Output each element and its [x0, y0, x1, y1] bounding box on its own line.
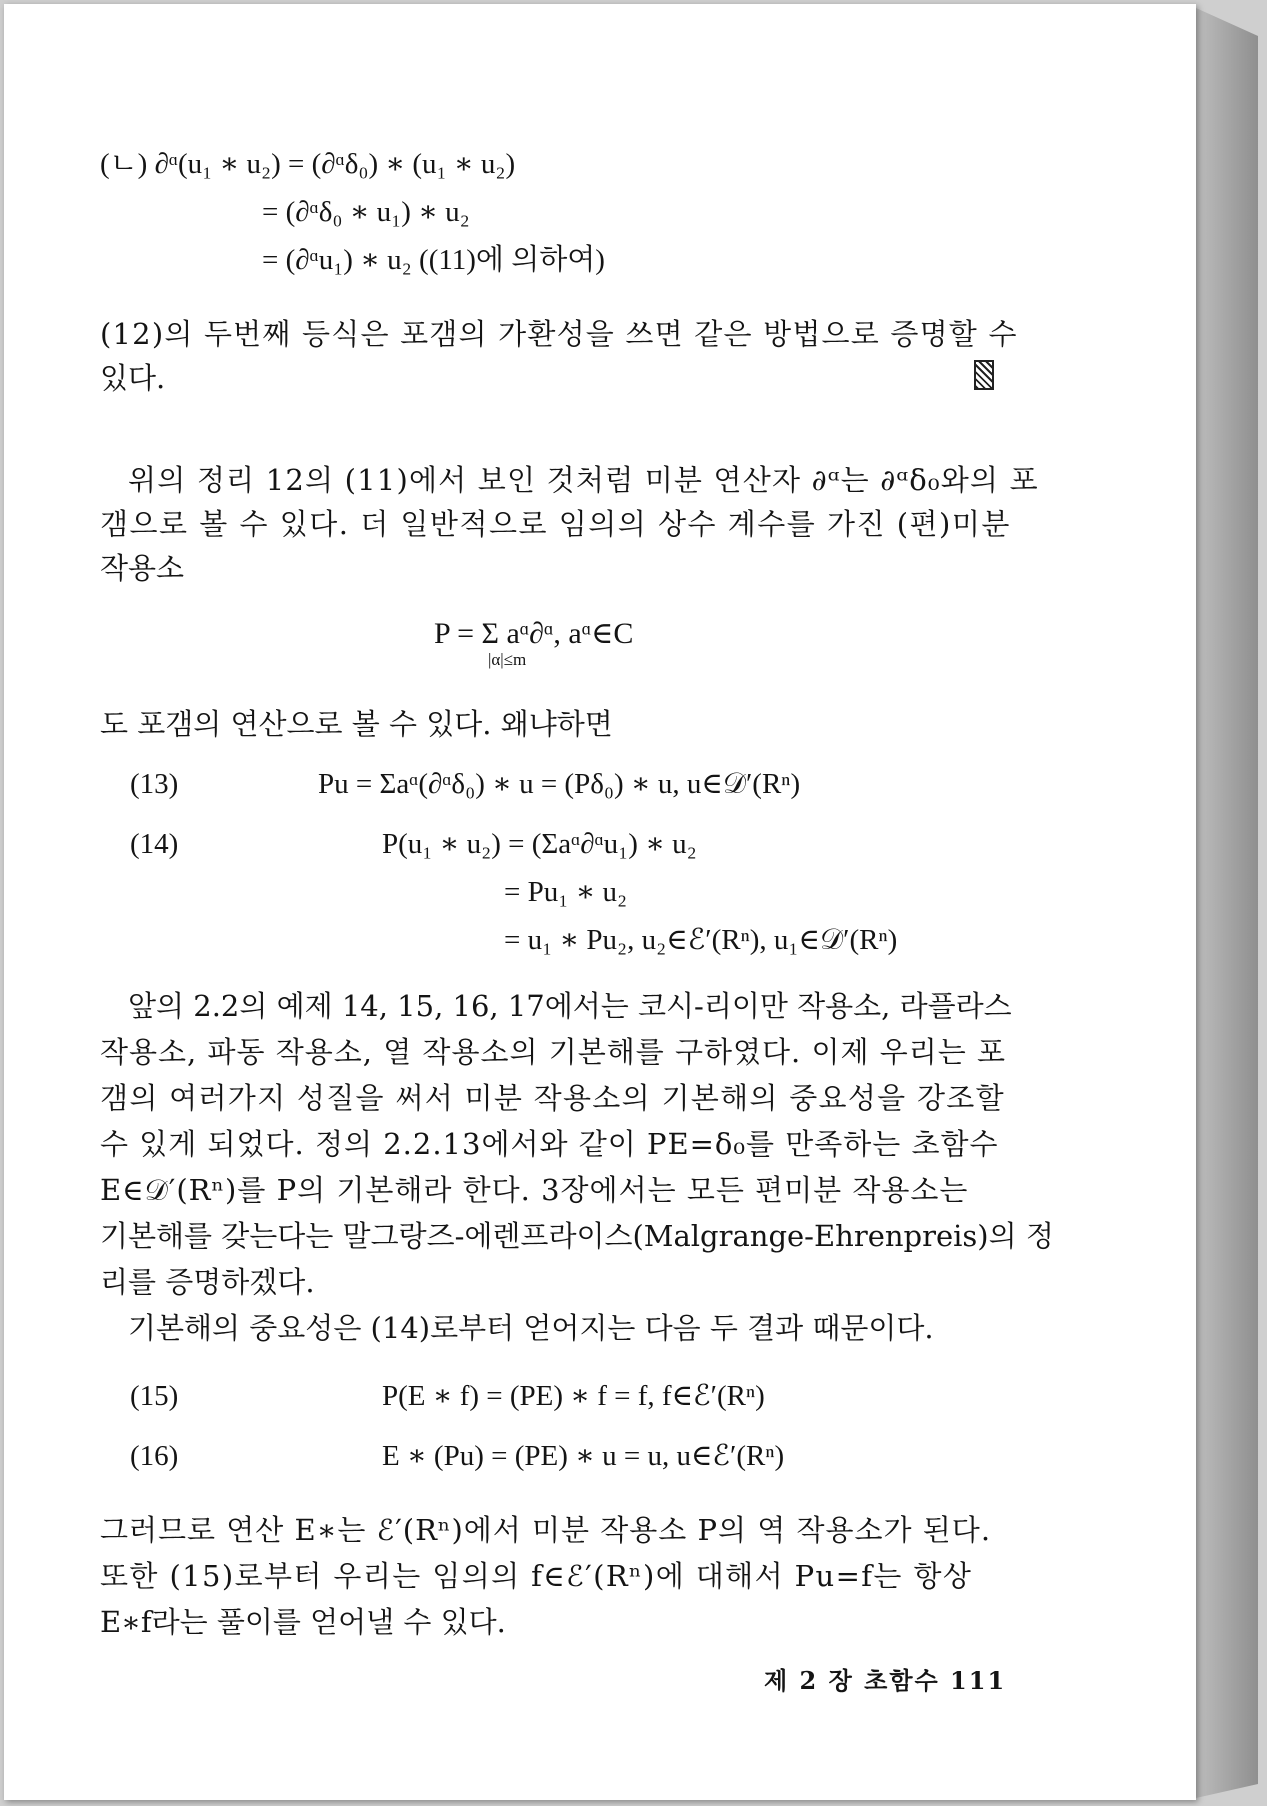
- equation-line-2: = (∂ᵅδ₀ ∗ u₁) ∗ u₂: [262, 196, 470, 228]
- qed-mark-icon: [974, 360, 994, 390]
- equation-14b: = Pu₁ ∗ u₂: [504, 876, 628, 908]
- equation-14c: = u₁ ∗ Pu₂, u₂∈ℰ′(Rⁿ), u₁∈𝒟′(Rⁿ): [504, 924, 898, 956]
- paragraph-line: (12)의 두번째 등식은 포갬의 가환성을 쓰면 같은 방법으로 증명할 수: [100, 317, 1018, 351]
- paragraph-line: 도 포갬의 연산으로 볼 수 있다. 왜냐하면: [100, 707, 613, 741]
- paragraph-line: 갬의 여러가지 성질을 써서 미분 작용소의 기본해의 중요성을 강조할: [100, 1081, 1005, 1115]
- book-page: [4, 4, 1196, 1800]
- equation-number-13: (13): [130, 768, 179, 800]
- equation-number-15: (15): [130, 1380, 179, 1412]
- summation-subscript: |α|≤m: [488, 650, 527, 669]
- page-edge-shadow: [1196, 8, 1258, 1798]
- equation-16: E ∗ (Pu) = (PE) ∗ u = u, u∈ℰ′(Rⁿ): [382, 1440, 785, 1472]
- paragraph-line: 리를 증명하겠다.: [100, 1265, 315, 1299]
- equation-13: Pu = Σaᵅ(∂ᵅδ₀) ∗ u = (Pδ₀) ∗ u, u∈𝒟′(Rⁿ): [318, 768, 801, 800]
- equation-line-3: = (∂ᵅu₁) ∗ u₂ ((11)에 의하여): [262, 244, 605, 276]
- equation-15: P(E ∗ f) = (PE) ∗ f = f, f∈ℰ′(Rⁿ): [382, 1380, 765, 1412]
- paragraph-line: 기본해를 갖는다는 말그랑즈-에렌프라이스(Malgrange-Ehrenpreis)의 정: [100, 1219, 1054, 1253]
- equation-number-16: (16): [130, 1440, 179, 1472]
- paragraph-line: 있다.: [100, 361, 166, 395]
- equation-14a: P(u₁ ∗ u₂) = (Σaᵅ∂ᵅu₁) ∗ u₂: [382, 828, 697, 860]
- paragraph-line: 작용소, 파동 작용소, 열 작용소의 기본해를 구하였다. 이제 우리는 포: [100, 1035, 1006, 1069]
- paragraph-line: 작용소: [100, 551, 185, 585]
- paragraph-line: 위의 정리 12의 (11)에서 보인 것처럼 미분 연산자 ∂ᵅ는 ∂ᵅδ₀와의 포: [128, 463, 1039, 497]
- paragraph-line: 앞의 2.2의 예제 14, 15, 16, 17에서는 코시-리이만 작용소, 라플라스: [128, 989, 1012, 1023]
- equation-number-14: (14): [130, 828, 179, 860]
- paragraph-line: E∗f라는 풀이를 얻어낼 수 있다.: [100, 1605, 506, 1639]
- display-equation-P: P = Σ aᵅ∂ᵅ, aᵅ∈C: [434, 617, 634, 650]
- equation-line-1: (ㄴ) ∂ᵅ(u₁ ∗ u₂) = (∂ᵅδ₀) ∗ (u₁ ∗ u₂): [100, 148, 516, 180]
- paragraph-line: 또한 (15)로부터 우리는 임의의 f∈ℰ′(Rⁿ)에 대해서 Pu=f는 항상: [100, 1559, 973, 1593]
- paragraph-line: 기본해의 중요성은 (14)로부터 얻어지는 다음 두 결과 때문이다.: [128, 1311, 934, 1345]
- paragraph-line: 그러므로 연산 E∗는 ℰ′(Rⁿ)에서 미분 작용소 P의 역 작용소가 된다.: [100, 1513, 992, 1547]
- paragraph-line: E∈𝒟′(Rⁿ)를 P의 기본해라 한다. 3장에서는 모든 편미분 작용소는: [100, 1173, 969, 1207]
- paragraph-line: 갬으로 볼 수 있다. 더 일반적으로 임의의 상수 계수를 가진 (편)미분: [100, 507, 1011, 541]
- page-footer: 제 2 장 초함수 111: [764, 1666, 1007, 1695]
- paragraph-line: 수 있게 되었다. 정의 2.2.13에서와 같이 PE=δ₀를 만족하는 초함수: [100, 1127, 999, 1161]
